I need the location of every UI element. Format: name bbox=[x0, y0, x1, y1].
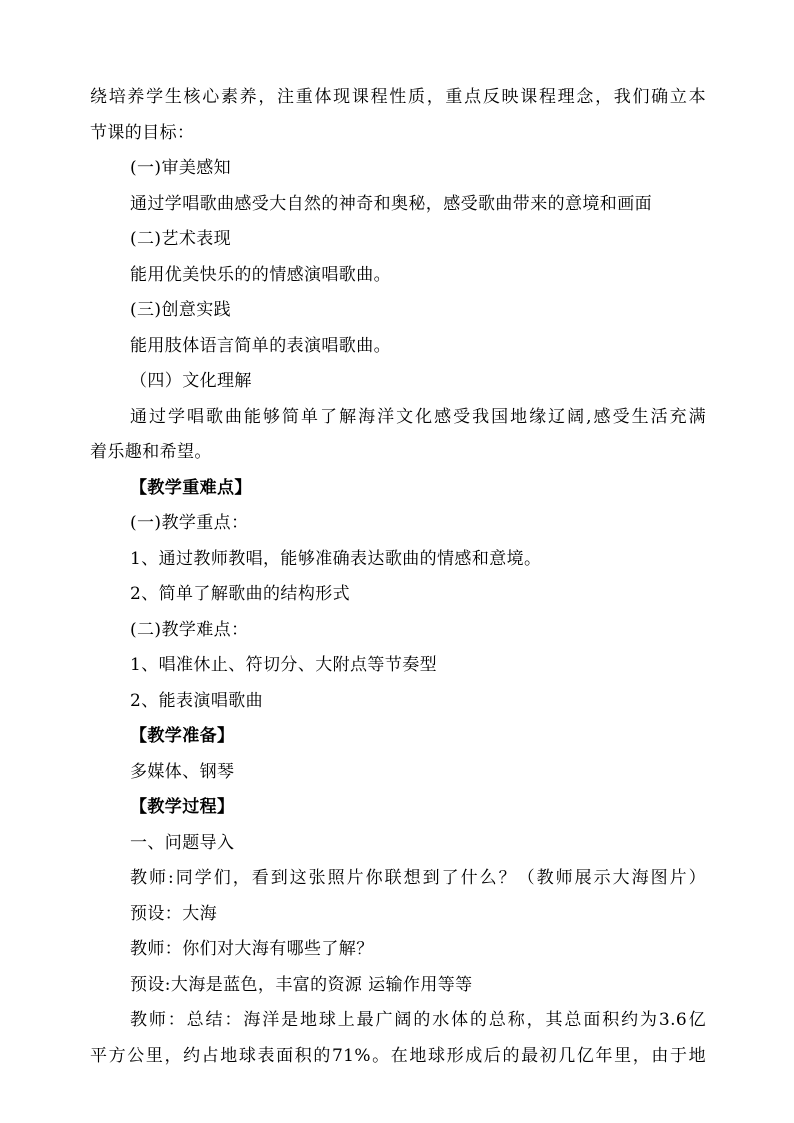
section-label: (二)教学难点： bbox=[130, 619, 249, 640]
section-label: (一)教学重点： bbox=[130, 513, 249, 533]
paragraph-line: 教师：总结：海洋是地球上最广阔的水体的总称，其总面积约为3.6亿 bbox=[130, 1010, 706, 1030]
dialogue-line: 预设:大海是蓝色，丰富的资源 运输作用等等 bbox=[130, 974, 473, 995]
section-label: 一、问题导入 bbox=[130, 832, 235, 853]
dialogue-line: 教师:同学们，看到这张照片你联想到了什么？（教师展示大海图片） bbox=[130, 868, 706, 888]
document-page bbox=[90, 80, 706, 1074]
paragraph-line: 绕培养学生核心素养，注重体现课程性质，重点反映课程理念，我们确立本 bbox=[90, 87, 706, 107]
dialogue-line: 预设：大海 bbox=[130, 903, 217, 924]
section-heading: 【教学重难点】 bbox=[130, 477, 252, 498]
paragraph-line: 通过学唱歌曲感受大自然的神奇和奥秘，感受歌曲带来的意境和画面 bbox=[130, 193, 652, 214]
section-heading: 【教学过程】 bbox=[130, 797, 235, 817]
paragraph-line: 能用肢体语言简单的表演唱歌曲。 bbox=[130, 335, 391, 356]
paragraph-line: 着乐趣和希望。 bbox=[90, 442, 212, 462]
section-label: (二)艺术表现 bbox=[130, 229, 232, 249]
paragraph-line: 能用优美快乐的的情感演唱歌曲。 bbox=[130, 264, 391, 285]
section-label: （四）文化理解 bbox=[130, 371, 252, 391]
paragraph-line: 多媒体、钢琴 bbox=[130, 761, 235, 782]
paragraph-line: 通过学唱歌曲能够简单了解海洋文化感受我国地缘辽阔,感受生活充满 bbox=[130, 406, 706, 427]
section-label: (三)创意实践 bbox=[130, 300, 232, 320]
dialogue-line: 教师：你们对大海有哪些了解？ bbox=[130, 939, 374, 959]
section-heading: 【教学准备】 bbox=[130, 726, 235, 746]
paragraph-line: 平方公里，约占地球表面积的71%。在地球形成后的最初几亿年里，由于地 bbox=[90, 1045, 706, 1066]
list-item: 1、通过教师教唱，能够准确表达歌曲的情感和意境。 bbox=[130, 548, 542, 569]
paragraph-line: 节课的目标： bbox=[90, 122, 195, 143]
list-item: 2、简单了解歌曲的结构形式 bbox=[130, 584, 351, 604]
list-item: 1、唱准休止、符切分、大附点等节奏型 bbox=[130, 655, 438, 675]
list-item: 2、能表演唱歌曲 bbox=[130, 690, 264, 711]
section-label: (一)审美感知 bbox=[130, 158, 232, 178]
